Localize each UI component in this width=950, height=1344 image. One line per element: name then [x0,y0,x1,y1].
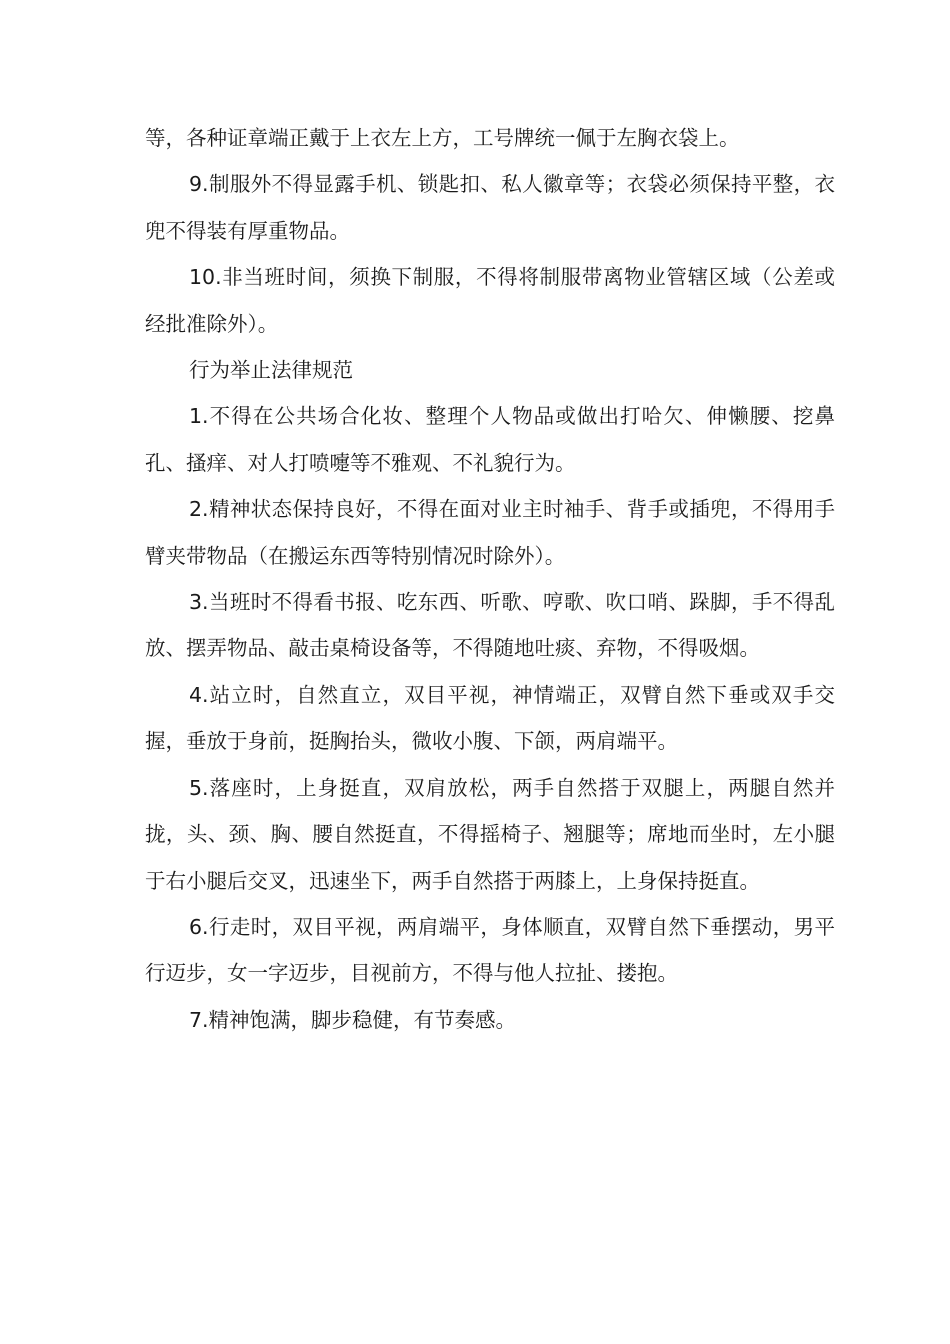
paragraph-rule-10: 10.非当班时间，须换下制服，不得将制服带离物业管辖区域（公差或经批准除外）。 [145,265,835,336]
paragraph-behavior-1: 1.不得在公共场合化妆、整理个人物品或做出打哈欠、伸懒腰、挖鼻孔、搔痒、对人打喷嚏等不雅观、不礼貌行为。 [145,404,835,475]
paragraph-behavior-6: 6.行走时，双目平视，两肩端平，身体顺直，双臂自然下垂摆动，男平行迈步，女一字迈步，目视前方，不得与他人拉扯、搂抱。 [145,914,835,986]
paragraph-behavior-7: 7.精神饱满，脚步稳健，有节奏感。 [189,1007,517,1032]
paragraph-behavior-2: 2.精神状态保持良好，不得在面对业主时袖手、背手或插兜，不得用手臂夹带物品（在搬运东西等特别情况时除外）。 [145,497,835,568]
document-body [145,115,835,1043]
paragraph-behavior-4: 4.站立时，自然直立，双目平视，神情端正，双臂自然下垂或双手交握，垂放于身前，挺胸抬头，微收小腹、下颌，两肩端平。 [145,682,835,754]
section-heading: 行为举止法律规范 [189,358,353,383]
paragraph-behavior-5: 5.落座时，上身挺直，双肩放松，两手自然搭于双腿上，两腿自然并拢，头、颈、胸、腰自然挺直，不得摇椅子、翘腿等；席地而坐时，左小腿于右小腿后交叉，迅速坐下，两手自然搭于两膝上，上身保持挺直。 [145,775,835,893]
paragraph-rule-9: 9.制服外不得显露手机、锁匙扣、私人徽章等；衣袋必须保持平整，衣兜不得装有厚重物品。 [145,172,835,243]
paragraph-continuation: 等，各种证章端正戴于上衣左上方，工号牌统一佩于左胸衣袋上。 [145,126,740,150]
paragraph-behavior-3: 3.当班时不得看书报、吃东西、听歌、哼歌、吹口哨、跺脚，手不得乱放、摆弄物品、敲击桌椅设备等，不得随地吐痰、弃物，不得吸烟。 [145,590,835,661]
